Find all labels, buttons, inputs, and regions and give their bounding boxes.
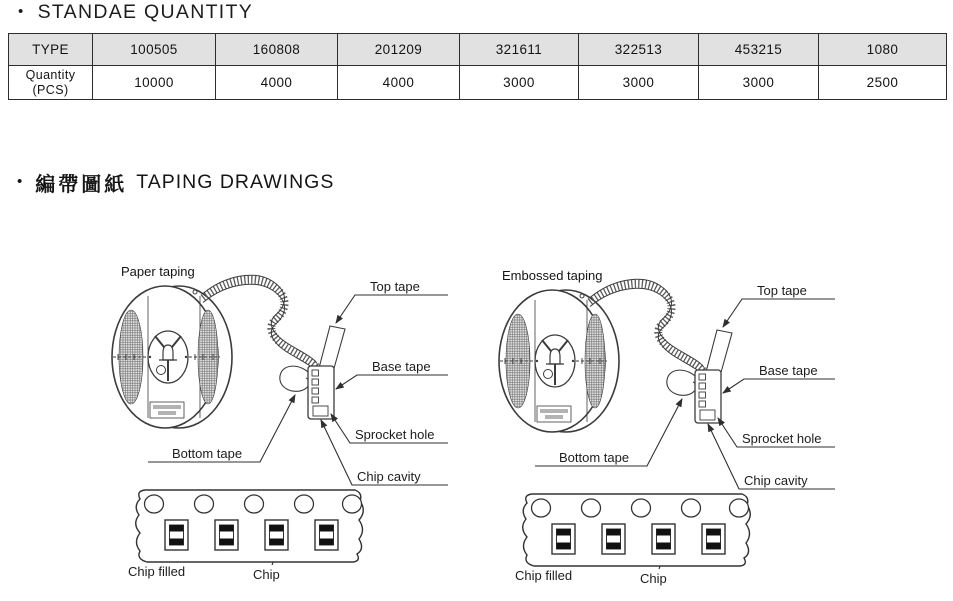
diagram-title: Paper taping	[121, 264, 195, 279]
table-cell: 10000	[93, 66, 216, 100]
reel-stamp	[537, 406, 571, 422]
top-tape-leader	[336, 295, 448, 323]
standard-quantity-heading	[18, 1, 253, 24]
sprocket-hole-shape	[343, 495, 362, 513]
sprocket-hole-shape	[195, 495, 214, 513]
paper-taping-diagram	[105, 262, 475, 592]
chip-cavity-label: Chip cavity	[357, 469, 421, 484]
chip-shape	[265, 520, 288, 550]
sprocket-hole-shape	[699, 383, 706, 389]
base-tape-leader	[336, 375, 448, 389]
table-cell: 4000	[216, 66, 338, 100]
table-cell: 4000	[338, 66, 460, 100]
base-tape-leader	[723, 379, 835, 393]
table-header-type: TYPE	[9, 34, 93, 66]
chip-shape	[215, 520, 238, 550]
sprocket-hole-shape	[312, 379, 319, 385]
table-quantity-row	[9, 66, 947, 100]
standard-quantity-title: STANDAE QUANTITY	[37, 1, 254, 23]
table-header-cell: 160808	[216, 34, 338, 66]
carrier-strip	[308, 366, 334, 419]
chip-label: Chip	[640, 571, 667, 586]
sprocket-hole-shape	[312, 388, 319, 394]
table-header-cell: 322513	[579, 34, 699, 66]
bottom-tape-label: Bottom tape	[559, 450, 630, 465]
taping-drawings-heading	[17, 168, 334, 197]
chip-shape	[652, 524, 675, 554]
sprocket-hole-shape	[295, 495, 314, 513]
chip-shape	[165, 520, 188, 550]
chip-shape	[552, 524, 575, 554]
quantity-table	[8, 33, 947, 100]
chip-shape	[315, 520, 338, 550]
table-header-cell: 100505	[93, 34, 216, 66]
bullet-icon: •	[18, 3, 25, 20]
sprocket-hole-shape	[312, 370, 319, 376]
chip-shape	[602, 524, 625, 554]
sprocket-hole-shape	[632, 499, 651, 517]
carrier-strip	[695, 370, 721, 423]
sprocket-hole-shape	[312, 397, 319, 403]
table-cell: 3000	[579, 66, 699, 100]
sprocket-hole-shape	[699, 401, 706, 407]
chip-label: Chip	[253, 567, 280, 582]
sprocket-hole-label: Sprocket hole	[742, 431, 822, 446]
chip-cavity-label: Chip cavity	[744, 473, 808, 488]
sprocket-hole-shape	[582, 499, 601, 517]
sprocket-hole-shape	[699, 374, 706, 380]
sprocket-hole-shape	[730, 499, 749, 517]
tape-reel-icon	[112, 286, 232, 428]
bottom-tape-shape	[667, 370, 698, 395]
tape-strip	[136, 490, 364, 562]
sprocket-hole-shape	[145, 495, 164, 513]
embossed-taping-diagram	[492, 266, 862, 596]
sprocket-hole-label: Sprocket hole	[355, 427, 435, 442]
table-header-cell: 201209	[338, 34, 460, 66]
base-tape-label: Base tape	[759, 363, 818, 378]
bottom-tape-label: Bottom tape	[172, 446, 243, 461]
sprocket-hole-shape	[699, 392, 706, 398]
bottom-tape-shape	[280, 366, 311, 391]
top-tape-shape	[706, 330, 732, 376]
chip-cavity-shape	[700, 410, 715, 420]
table-header-cell: 453215	[699, 34, 819, 66]
taping-title-en: TAPING DRAWINGS	[136, 171, 335, 193]
table-header-cell: 321611	[460, 34, 579, 66]
chip-cavity-shape	[313, 406, 328, 416]
base-tape-label: Base tape	[372, 359, 431, 374]
chip-shape	[702, 524, 725, 554]
table-header-row	[9, 34, 947, 66]
tape-strip	[523, 494, 751, 566]
table-cell: 3000	[460, 66, 579, 100]
chip-filled-label: Chip filled	[515, 568, 573, 583]
tape-reel-icon	[499, 290, 619, 432]
sprocket-hole-shape	[682, 499, 701, 517]
top-tape-label: Top tape	[370, 279, 420, 294]
diagram-title: Embossed taping	[502, 268, 603, 283]
table-header-cell: 1080	[819, 34, 947, 66]
row-label-line2: (PCS)	[32, 82, 69, 97]
sprocket-hole-shape	[245, 495, 264, 513]
bullet-icon: •	[17, 173, 23, 190]
top-tape-label: Top tape	[757, 283, 807, 298]
reel-stamp	[150, 402, 184, 418]
top-tape-leader	[723, 299, 835, 327]
table-cell: 2500	[819, 66, 947, 100]
chip-filled-label: Chip filled	[128, 564, 186, 579]
sprocket-hole-shape	[532, 499, 551, 517]
table-cell: 3000	[699, 66, 819, 100]
top-tape-shape	[319, 326, 345, 372]
taping-title-cjk: 編帶圖紙	[35, 174, 128, 196]
table-row-label	[9, 66, 93, 100]
row-label-line1: Quantity	[25, 67, 76, 82]
